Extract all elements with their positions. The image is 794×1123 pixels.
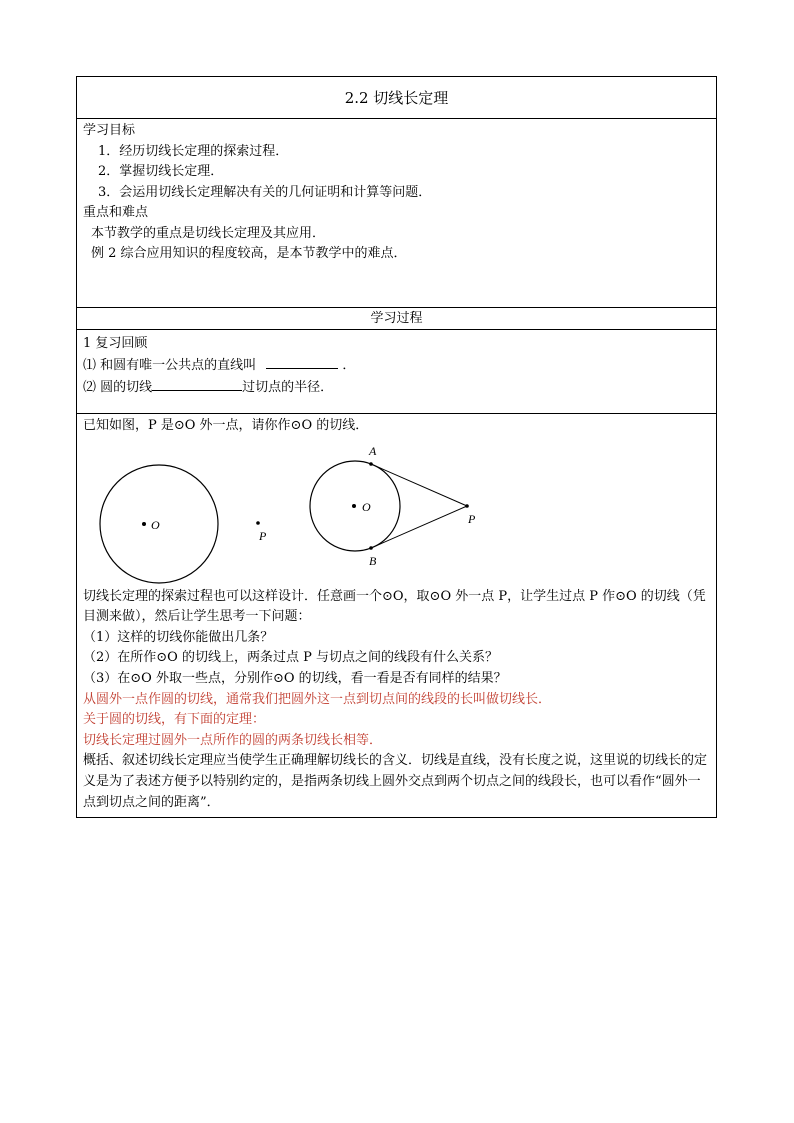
point-p-right [465,504,469,508]
review-section [77,330,716,414]
question-1: （1）这样的切线你能做出几条？ [83,629,274,645]
tangent-figure [83,437,711,587]
label-o-left: O [151,517,160,532]
tangent-line-a [371,464,467,506]
label-p-right: P [468,511,476,526]
goal-item: 1．经历切线长定理的探索过程． [98,143,289,159]
lesson-table [76,76,717,818]
process-heading: 学习过程 [77,308,716,330]
paragraph-summary: 概括、叙述切线长定理应当使学生正确理解切线长的含义．切线是直线，没有长度之说，这里说的切线长的定义是为了表述方便予以特别约定的，是指两条切线上圆外交点到两个切点之间的线段长，也可以看作“圆外一点到切点之间的距离”． [83,753,708,810]
question-3: （3）在⊙O 外取一些点，分别作⊙O 的切线，看一看是否有同样的结果？ [83,670,507,686]
key-heading: 重点和难点 [83,205,149,220]
label-p-left: P [259,528,267,543]
review-q2-suffix: 过切点的半径． [242,380,334,395]
goal-item: 3．会运用切线长定理解决有关的几何证明和计算等问题． [98,184,432,200]
question-2: （2）在所作⊙O 的切线上，两条过点 P 与切点之间的线段有什么关系？ [83,650,498,666]
fill-blank-1 [266,354,338,369]
review-q2 [83,376,710,398]
goals-heading: 学习目标 [83,123,136,138]
fill-blank-2 [152,376,242,391]
theorem-statement: 切线长定理过圆外一点所作的圆的两条切线长相等． [83,732,383,748]
title-text: 2.2 切线长定理 [344,89,449,107]
label-b: B [369,553,377,568]
review-q1 [83,354,710,376]
point-p-left [256,521,260,525]
main-section [77,414,716,817]
review-heading: 1 复习回顾 [83,336,148,351]
theorem-intro: 关于圆的切线，有下面的定理： [83,712,266,728]
review-q1-suffix: ． [342,358,356,373]
review-q1-prefix: ⑴ 和圆有唯一公共点的直线叫 [83,358,257,373]
key-item: 本节教学的重点是切线长定理及其应用． [91,225,326,241]
key-item: 例 2 综合应用知识的程度较高，是本节教学中的难点． [91,246,407,261]
tangent-line-b [371,506,467,548]
center-dot-left [142,522,146,526]
goal-item: 2．掌握切线长定理． [98,164,224,179]
label-a: A [369,443,377,458]
page-title [77,77,716,119]
center-dot-right [352,504,356,508]
definition-tangent-length: 从圆外一点作圆的切线，通常我们把圆外这一点到切点间的线段的长叫做切线长． [83,691,552,707]
intro-text: 已知如图，P 是⊙O 外一点，请你作⊙O 的切线． [83,418,369,433]
paragraph-explore: 切线长定理的探索过程也可以这样设计．任意画一个⊙O，取⊙O 外一点 P，让学生过点 P 作⊙O 的切线（凭目测来做），然后让学生思考一下问题： [83,588,706,625]
goals-section [77,119,716,308]
label-o-right: O [362,499,371,514]
review-q2-prefix: ⑵ 圆的切线 [83,380,153,395]
point-b [369,546,373,550]
tangent-diagram [83,437,711,587]
point-a [369,462,373,466]
